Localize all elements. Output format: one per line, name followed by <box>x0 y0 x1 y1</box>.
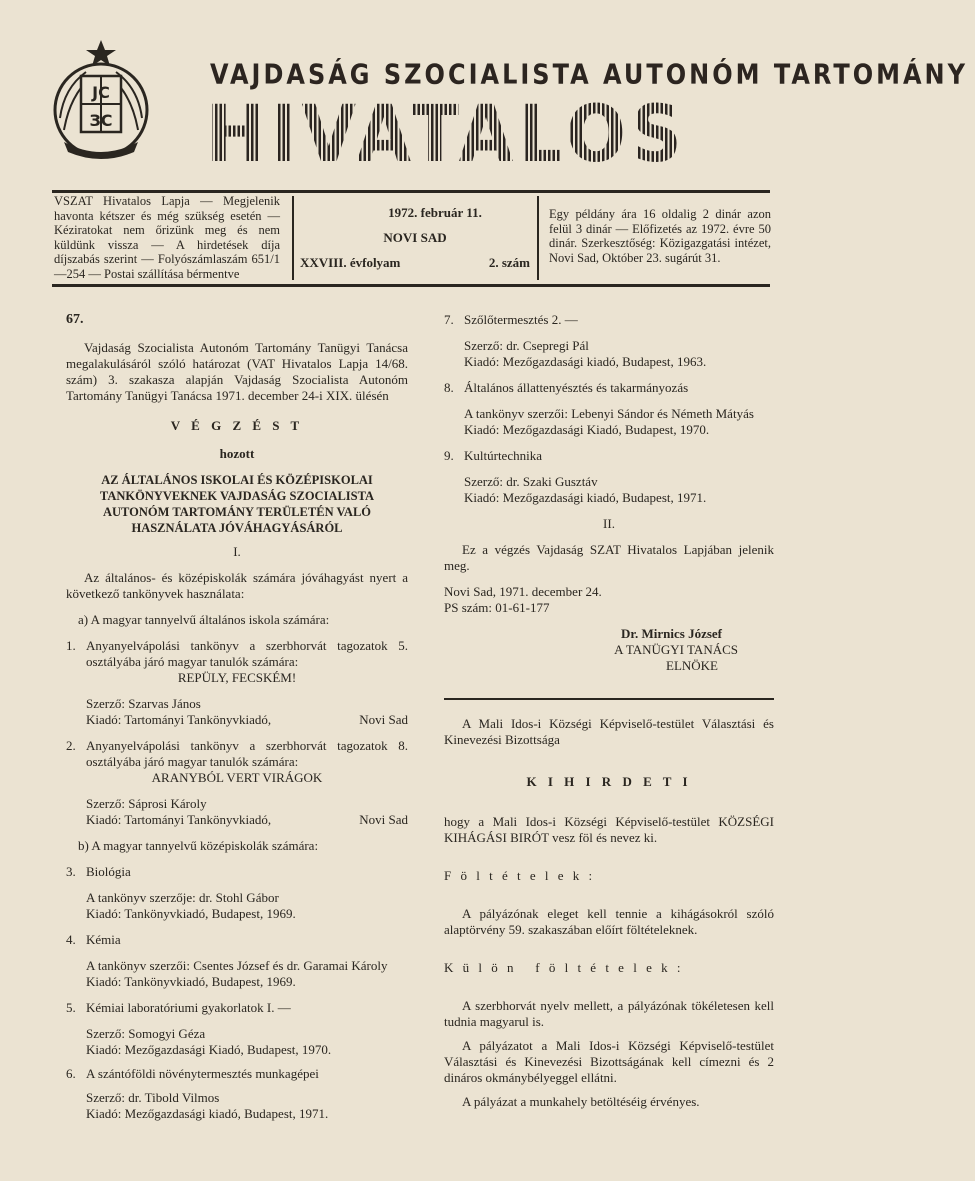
publisher-name: Kiadó: Tartományi Tankönyvkiadó, <box>86 812 272 827</box>
publication-note: Ez a végzés Vajdaság SZAT Hivatalos Lapjában jelenik meg. <box>444 542 774 573</box>
conditions-heading: F ö l t é t e l e k : <box>444 868 596 883</box>
item-title: Kémiai laboratóriumi gyakorlatok I. — <box>86 1000 291 1015</box>
item-publisher: Kiadó: Tankönyvkiadó, Budapest, 1969. <box>86 974 296 989</box>
book-author: Szerző: Szarvas János <box>86 696 201 711</box>
list-item <box>66 1000 408 1016</box>
item-number: 6. <box>66 1066 76 1081</box>
section-heading: I. <box>233 544 241 559</box>
item-number: 8. <box>444 380 454 395</box>
item-publisher: Kiadó: Mezőgazdasági kiadó, Budapest, 1963. <box>464 354 707 369</box>
book-publisher <box>66 712 408 728</box>
signer-title: A TANÜGYI TANÁCS <box>614 642 738 657</box>
book-title: ARANYBÓL VERT VIRÁGOK <box>151 770 323 785</box>
emblem-text-bottom: ЗС <box>89 111 113 130</box>
decree-hozott: hozott <box>219 446 255 461</box>
decree-title: AZ ÁLTALÁNOS ISKOLAI ÉS KÖZÉPISKOLAI TANKÖNYVEKNEK VAJDASÁG SZOCIALISTA AUTONÓM TARTOMÁNY TERÜLETÉN VALÓ HASZNÁLATA JÓVÁHAGYÁSÁRÓL <box>99 473 375 535</box>
item-publisher: Kiadó: Mezőgazdasági Kiadó, Budapest, 1970. <box>464 422 710 437</box>
issue-volume: XXVIII. évfolyam <box>300 255 401 270</box>
article-intro: Vajdaság Szocialista Autonóm Tartomány Tanügyi Tanácsa megalakulásáról szóló határozat (VAT Hivatalos Lapja 14/68. szám) 3. szakasza alapján Vajdaság Szocialista Autonóm Tartomány Tanügyi Tanácsa 1971. december 24-i XIX. ülésén <box>66 340 408 403</box>
issue-date: 1972. február 11. <box>388 205 482 220</box>
conditions-body: A pályázónak eleget kell tennie a kihágásokról szóló alaptörvény 59. szakaszában előírt föltételeknek. <box>444 906 774 937</box>
list-item <box>444 312 774 328</box>
item-number: 4. <box>66 932 76 947</box>
masthead-title: HIVATALOS LAPJA <box>206 90 975 180</box>
item-title: Biológia <box>86 864 131 879</box>
book-title: REPÜLY, FECSKÉM! <box>177 670 297 685</box>
item-publisher: Kiadó: Mezőgazdasági Kiadó, Budapest, 1970. <box>86 1042 332 1057</box>
issue-city: NOVI SAD <box>383 230 447 245</box>
item-author: A tankönyv szerzői: Lebenyi Sándor és Németh Mátyás <box>464 406 754 421</box>
item-text: Anyanyelvápolási tankönyv a szerbhorvát tagozatok 8. osztályába járó magyar tanulók számára: <box>86 738 408 769</box>
decree-heading: V É G Z É S T <box>170 418 304 433</box>
item-number: 1. <box>66 638 76 653</box>
signer-name: Dr. Mirnics József <box>621 626 722 641</box>
notice-issuer: A Mali Idos-i Községi Képviselő-testület Választási és Kinevezési Bizottsága <box>444 716 774 747</box>
list-item <box>66 638 408 670</box>
header-issue-info <box>300 205 530 271</box>
item-number: 3. <box>66 864 76 879</box>
item-author: Szerző: dr. Csepregi Pál <box>464 338 589 353</box>
item-publisher: Kiadó: Mezőgazdasági kiadó, Budapest, 1971. <box>86 1106 329 1121</box>
item-author: A tankönyv szerzője: dr. Stohl Gábor <box>86 890 279 905</box>
section-divider <box>444 698 774 700</box>
masthead-subtitle: VAJDASÁG SZOCIALISTA AUTONÓM TARTOMÁNY <box>210 58 969 91</box>
item-title: Szőlőtermesztés 2. — <box>464 312 578 327</box>
right-column <box>444 312 774 1110</box>
ps-number: PS szám: 01-61-177 <box>444 600 550 615</box>
section-heading: II. <box>603 516 615 531</box>
special-conditions-heading: K ü l ö n f ö l t é t e l e k : <box>444 960 684 975</box>
publisher-city: Novi Sad <box>359 712 408 727</box>
issue-number: 2. szám <box>488 255 530 270</box>
signer-title: ELNÖKE <box>666 658 718 673</box>
publisher-city: Novi Sad <box>359 812 408 827</box>
item-number: 2. <box>66 738 76 753</box>
item-author: Szerző: dr. Tibold Vilmos <box>86 1090 220 1105</box>
notice-heading: K I H I R D E T I <box>526 774 692 789</box>
item-author: A tankönyv szerzői: Csentes József és dr. Garamai Károly <box>86 958 388 973</box>
subsection-a-label: a) A magyar tannyelvű általános iskola számára: <box>78 612 330 627</box>
item-number: 9. <box>444 448 454 463</box>
header-separator <box>537 196 539 280</box>
coat-of-arms-icon <box>50 38 152 164</box>
item-title: Általános állattenyésztés és takarmányozás <box>464 380 689 395</box>
header-publication-info: VSZAT Hivatalos Lapja — Megjelenik havonta kétszer és még szükség esetén — Kéziratokat nem őrizünk meg és nem küldünk vissza — A hirdetések díja díjszabás szerint — Folyószámlaszám 651/1—254 — Postai szállítása bérmentve <box>54 194 280 281</box>
special-conditions-text: A pályázatot a Mali Idos-i Községi Képviselő-testület Választási és Kinevezési Bizottságának kell címezni és 2 dináros okmánybélyeggel ellátni. <box>444 1038 774 1085</box>
list-item <box>66 738 408 770</box>
list-item <box>66 864 408 880</box>
place-date: Novi Sad, 1971. december 24. <box>444 584 602 599</box>
item-title: Kémia <box>86 932 121 947</box>
item-number: 7. <box>444 312 454 327</box>
notice-body: hogy a Mali Idos-i Községi Képviselő-testület KÖZSÉGI KIHÁGÁSI BIRÓT vesz föl és nevez ki. <box>444 814 774 845</box>
book-publisher <box>66 812 408 828</box>
list-item <box>66 1066 408 1082</box>
article-number: 67. <box>66 312 84 327</box>
item-publisher: Kiadó: Tankönyvkiadó, Budapest, 1969. <box>86 906 296 921</box>
list-item <box>444 380 774 396</box>
publisher-name: Kiadó: Tartományi Tankönyvkiadó, <box>86 712 272 727</box>
special-conditions-text: A szerbhorvát nyelv mellett, a pályázónak tökéletesen kell tudnia magyarul is. <box>444 998 774 1029</box>
emblem-text-top: ЈС <box>92 83 110 102</box>
item-text: Anyanyelvápolási tankönyv a szerbhorvát tagozatok 5. osztályába járó magyar tanulók számára: <box>86 638 408 669</box>
header-separator <box>292 196 294 280</box>
list-item <box>444 448 774 464</box>
item-number: 5. <box>66 1000 76 1015</box>
item-title: Kultúrtechnika <box>464 448 542 463</box>
book-author: Szerző: Sáprosi Károly <box>86 796 207 811</box>
item-author: Szerző: Somogyi Géza <box>86 1026 206 1041</box>
section-intro: Az általános- és középiskolák számára jóváhagyást nyert a következő tankönyvek használata: <box>66 570 408 601</box>
header-price-info: Egy példány ára 16 oldalig 2 dinár azon felül 3 dinár — Előfizetés az 1972. évre 50 dinár. Szerkesztőség: Közigazgatási intézet, Novi Sad, Október 23. sugárút 31. <box>549 207 771 265</box>
item-title: A szántóföldi növénytermesztés munkagépei <box>86 1066 319 1081</box>
header-rule-top <box>52 190 770 193</box>
special-conditions-text: A pályázat a munkahely betöltéséig érvényes. <box>462 1094 700 1109</box>
header-rule-bottom <box>52 284 770 287</box>
subsection-b-label: b) A magyar tannyelvű középiskolák számára: <box>78 838 319 853</box>
item-publisher: Kiadó: Mezőgazdasági kiadó, Budapest, 1971. <box>464 490 707 505</box>
left-column <box>66 312 408 1122</box>
list-item <box>66 932 408 948</box>
item-author: Szerző: dr. Szaki Gusztáv <box>464 474 598 489</box>
